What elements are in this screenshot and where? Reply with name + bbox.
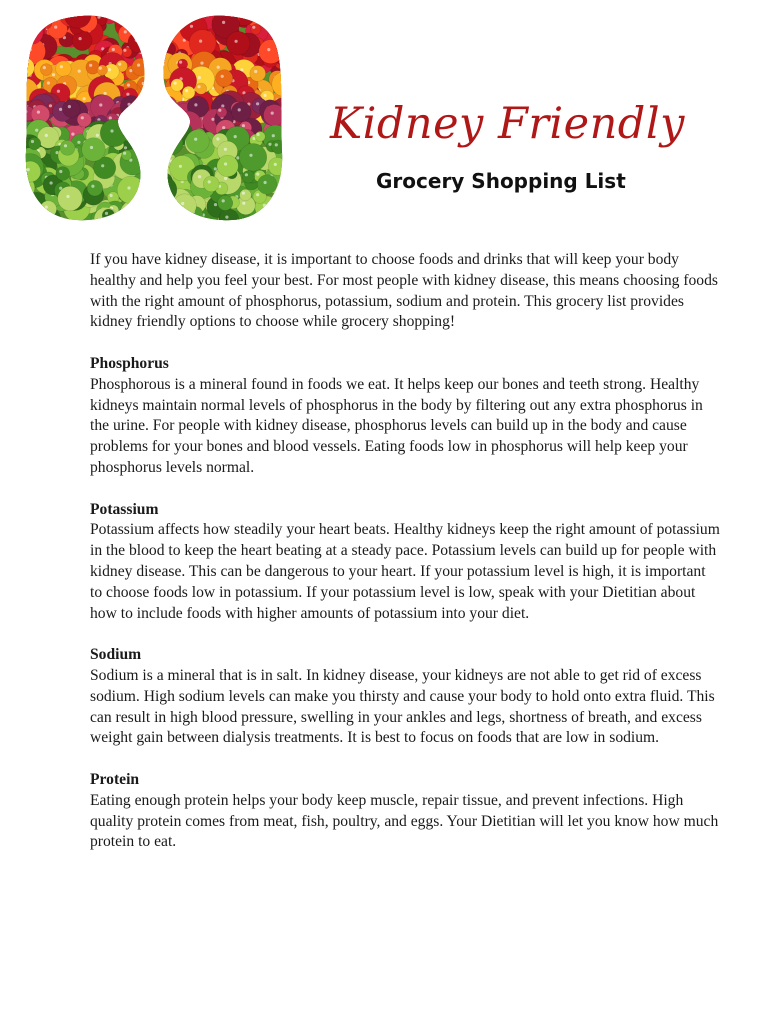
section-heading: Phosphorus	[90, 354, 169, 372]
section-phosphorus	[90, 354, 720, 479]
section-body: Phosphorous is a mineral found in foods we eat. It helps keep our bones and teeth strong. Healthy kidneys maintain normal levels of phosphorus in the body by filtering out any extra phosphorus in the urine. For people with kidney disease, phosphorus levels can build up in the body and cause problems for your bones and blood vessels. Eating foods low in phosphorus will help keep your phosphorus levels normal.	[90, 375, 703, 476]
section-sodium	[90, 645, 720, 749]
section-protein	[90, 770, 720, 853]
section-potassium	[90, 500, 720, 625]
section-heading: Sodium	[90, 646, 142, 664]
kidney-produce-image-left	[22, 12, 148, 222]
section-heading: Potassium	[90, 500, 159, 518]
page-title: Kidney Friendly	[330, 99, 685, 149]
kidney-produce-image-right	[160, 12, 286, 222]
section-body: Sodium is a mineral that is in salt. In kidney disease, your kidneys are not able to get rid of excess sodium. High sodium levels can make you thirsty and cause your body to hold onto extra fluid. This can result in high blood pressure, swelling in your ankles and legs, shortness of breath, and excess weight gain between dialysis treatments. It is best to focus on foods that are low in sodium.	[90, 666, 715, 747]
section-body: Eating enough protein helps your body keep muscle, repair tissue, and prevent infections. High quality protein comes from meat, fish, poultry, and eggs. Your Dietitian will let you know how much protein to eat.	[90, 791, 719, 851]
section-body: Potassium affects how steadily your heart beats. Healthy kidneys keep the right amount of potassium in the blood to keep the heart beating at a steady pace. Potassium levels can build up for people with kidney disease. This can be dangerous to your heart. If your potassium level is high, it is important to choose foods low in potassium. If your potassium level is low, speak with your Dietitian about how to include foods with higher amounts of potassium into your diet.	[90, 521, 720, 622]
section-heading: Protein	[90, 770, 140, 788]
document-body	[90, 250, 720, 853]
page-subtitle: Grocery Shopping List	[376, 169, 626, 193]
intro-paragraph: If you have kidney disease, it is important to choose foods and drinks that will keep your body healthy and help you feel your best. For most people with kidney disease, this means choosing foods with the right amount of phosphorus, potassium, sodium and protein. This grocery list provides kidney friendly options to choose while grocery shopping!	[90, 251, 718, 331]
